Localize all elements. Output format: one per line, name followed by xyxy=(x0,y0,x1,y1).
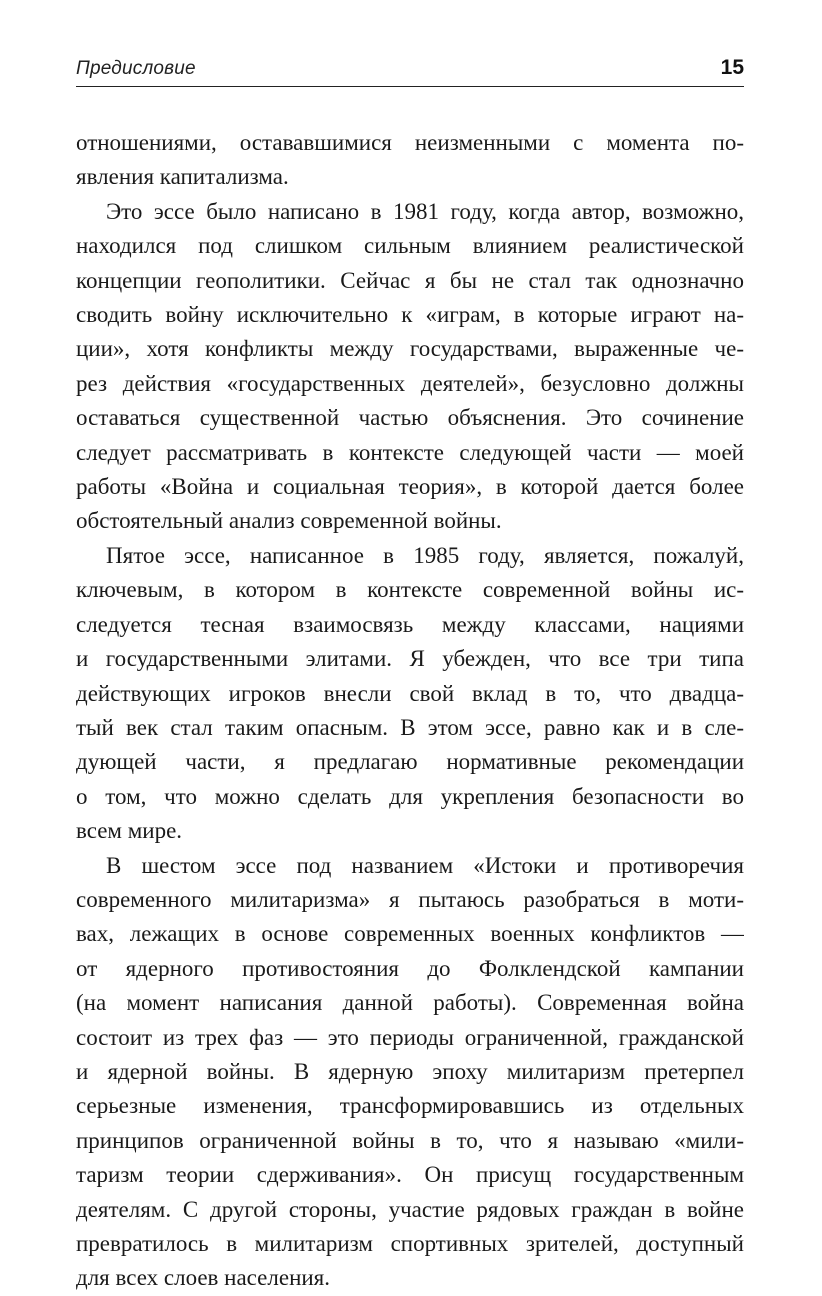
text-line: рез действия «государственных деятелей», безусловно должны xyxy=(76,370,744,396)
text-line: серьезные изменения, трансформировавшись из отдельных xyxy=(76,1093,744,1119)
text-line: следуется тесная взаимосвязь между классами, нациями xyxy=(76,611,744,637)
text-line: работы «Война и социальная теория», в которой дается более xyxy=(76,474,744,500)
text-line: сводить войну исключительно к «играм, в которые играют на- xyxy=(76,302,744,328)
text-line: и государственными элитами. Я убежден, что все три типа xyxy=(76,646,744,672)
text-line: находился под слишком сильным влиянием реалистической xyxy=(76,233,744,259)
body-text xyxy=(76,126,744,1296)
running-header xyxy=(76,56,744,87)
paragraph-fourth-essay xyxy=(76,195,744,539)
text-line: оставаться существенной частью объяснения. Это сочинение xyxy=(76,405,744,431)
text-line: современного милитаризма» я пытаюсь разобраться в моти- xyxy=(76,886,744,912)
text-line: (на момент написания данной работы). Современная война xyxy=(76,990,744,1016)
text-line: концепции геополитики. Сейчас я бы не стал так однозначно xyxy=(76,267,744,293)
text-line: ции», хотя конфликты между государствами, выраженные че- xyxy=(76,336,744,362)
page-number: 15 xyxy=(720,56,744,79)
text-line: явления капитализма. xyxy=(76,164,289,190)
text-line: о том, что можно сделать для укрепления безопасности во xyxy=(76,783,744,809)
text-line: деятелям. С другой стороны, участие рядовых граждан в войне xyxy=(76,1196,744,1222)
text-line: В шестом эссе под названием «Истоки и противоречия xyxy=(106,852,744,878)
text-line: превратилось в милитаризм спортивных зрителей, доступный xyxy=(76,1231,744,1256)
text-line: обстоятельный анализ современной войны. xyxy=(76,508,502,534)
text-line: действующих игроков внесли свой вклад в то, что двадца- xyxy=(76,680,744,706)
text-line: ключевым, в котором в контексте современной войны ис- xyxy=(76,577,744,603)
text-line: отношениями, остававшимися неизменными с момента по- xyxy=(76,130,744,155)
text-line: Это эссе было написано в 1981 году, когда автор, возможно, xyxy=(106,198,744,224)
text-line: тый век стал таким опасным. В этом эссе, равно как и в сле- xyxy=(76,714,744,740)
section-title: Предисловие xyxy=(76,58,196,79)
paragraph-fifth-essay xyxy=(76,539,744,849)
paragraph-continuation xyxy=(76,126,744,195)
text-line: для всех слоев населения. xyxy=(76,1265,331,1291)
text-line: дующей части, я предлагаю нормативные рекомендации xyxy=(76,749,744,775)
text-line: всем мире. xyxy=(76,818,183,844)
text-line: состоит из трех фаз — это периоды ограниченной, гражданской xyxy=(76,1024,744,1050)
text-line: следует рассматривать в контексте следующей части — моей xyxy=(76,439,744,465)
text-line: и ядерной войны. В ядерную эпоху милитаризм претерпел xyxy=(76,1058,744,1084)
text-line: принципов ограниченной войны в то, что я называю «мили- xyxy=(76,1127,744,1153)
paragraph-sixth-essay xyxy=(76,849,744,1296)
text-line: Пятое эссе, написанное в 1985 году, является, пожалуй, xyxy=(106,542,744,568)
text-line: таризм теории сдерживания». Он присущ государственным xyxy=(76,1162,744,1188)
text-line: вах, лежащих в основе современных военных конфликтов — xyxy=(76,921,744,947)
text-line: от ядерного противостояния до Фолклендской кампании xyxy=(76,955,744,981)
